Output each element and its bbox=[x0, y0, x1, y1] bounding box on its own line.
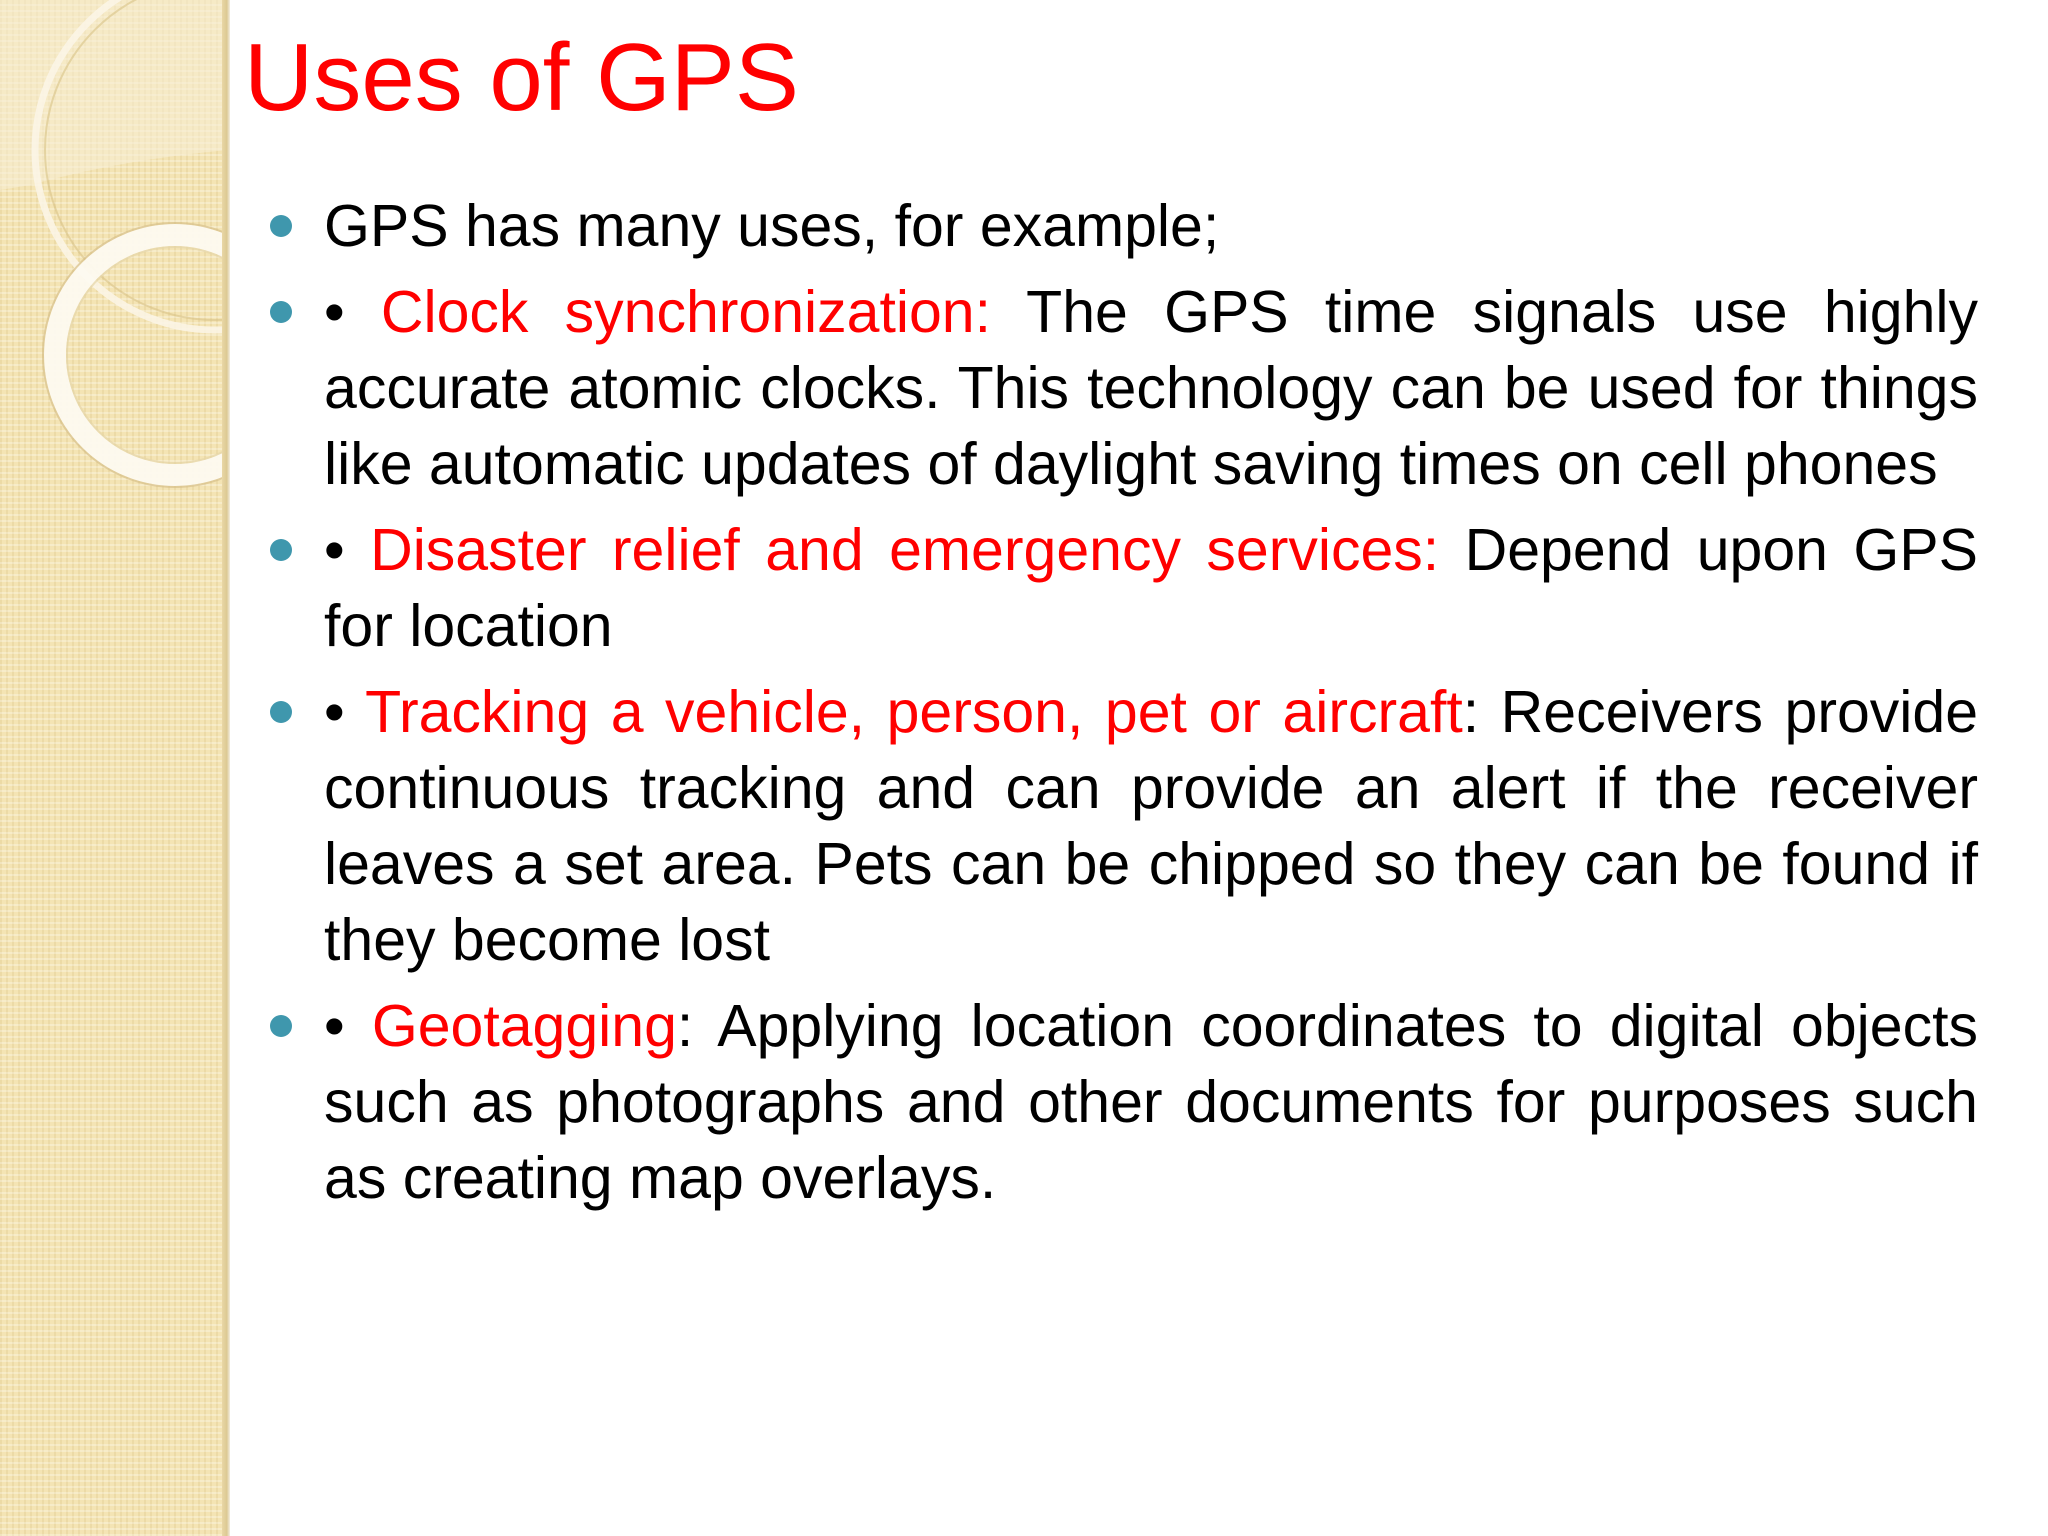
slide-title: Uses of GPS bbox=[244, 24, 799, 131]
bullet-text: GPS has many uses, for example; bbox=[324, 193, 1220, 259]
bullet-item-geotagging bbox=[262, 988, 1978, 1216]
bullet-list bbox=[262, 188, 1978, 1226]
decorative-circles-graphic bbox=[0, 0, 228, 1536]
bullet-description: Applying location coordinates to digital objects such as photographs and other documents for purposes such as creating map overlays. bbox=[324, 993, 1978, 1211]
bullet-dot-icon bbox=[270, 701, 292, 723]
bullet-term: Tracking a vehicle, person, pet or aircraft bbox=[365, 679, 1463, 745]
side-panel-edge bbox=[222, 0, 230, 1536]
inline-bullet-marker: • bbox=[324, 679, 366, 745]
bullet-item-tracking bbox=[262, 674, 1978, 978]
bullet-description: The GPS time signals use highly accurate atomic clocks. This technology can be used for things like automatic updates of daylight saving times on cell phones bbox=[324, 279, 1978, 497]
bullet-term: Clock synchronization: bbox=[380, 279, 991, 345]
bullet-term: Geotagging bbox=[371, 993, 677, 1059]
bullet-dot-icon bbox=[270, 301, 292, 323]
decorative-side-panel bbox=[0, 0, 228, 1536]
bullet-item-intro bbox=[262, 188, 1978, 264]
bullet-dot-icon bbox=[270, 215, 292, 237]
inline-bullet-marker: • bbox=[324, 993, 372, 1059]
bullet-item-disaster-relief bbox=[262, 512, 1978, 664]
bullet-term: Disaster relief and emergency services: bbox=[370, 517, 1440, 583]
bullet-item-clock-synchronization bbox=[262, 274, 1978, 502]
bullet-description: Receivers provide continuous tracking and can provide an alert if the receiver leaves a set area. Pets can be chipped so they can be found if they become lost bbox=[324, 679, 1979, 973]
bullet-dot-icon bbox=[270, 539, 292, 561]
bullet-description: Depend upon GPS for location bbox=[324, 517, 1978, 659]
bullet-separator: : bbox=[676, 993, 694, 1059]
bullet-separator: : bbox=[1462, 679, 1480, 745]
bullet-dot-icon bbox=[270, 1015, 292, 1037]
inline-bullet-marker: • bbox=[324, 517, 371, 583]
inline-bullet-marker: • bbox=[324, 279, 381, 345]
